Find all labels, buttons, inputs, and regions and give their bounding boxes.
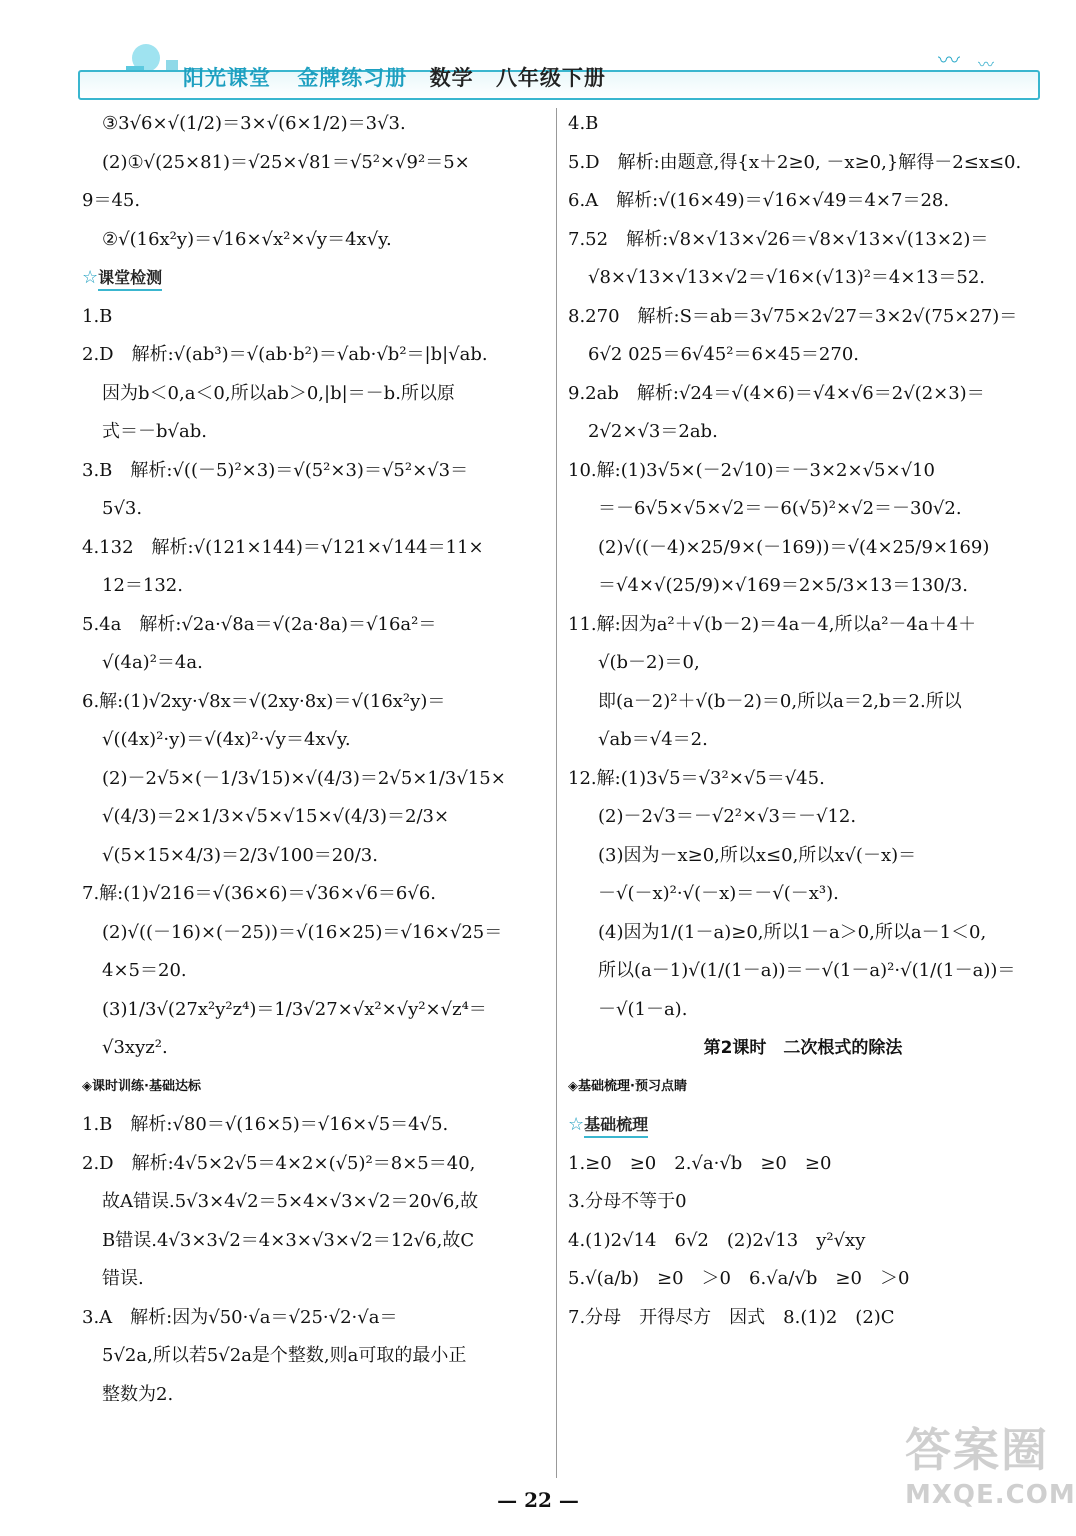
text-line: √((4x)²·y)＝√(4x)²·√y＝4x√y. — [102, 729, 351, 750]
text-line: 7.52 解析:√8×√13×√26＝√8×√13×√(13×2)＝ — [568, 228, 989, 250]
text-line: 9＝45. — [82, 190, 141, 211]
text-line: 所以(a－1)√(1/(1－a))＝－√(1－a)²·√(1/(1－a))＝ — [598, 960, 1016, 981]
text-line: 5.√(a/b) ≥0 ＞0 6.√a/√b ≥0 ＞0 — [568, 1268, 910, 1289]
header-brand: 阳光课堂 — [183, 66, 271, 90]
text-line: －√(－x)²·√(－x)＝－√(－x³). — [598, 883, 839, 904]
header-series: 金牌练习册 — [297, 66, 408, 90]
section-heading: ◈基础梳理·预习点睛 — [568, 1078, 687, 1094]
text-line: ②√(16x²y)＝√16×√x²×√y＝4x√y. — [102, 228, 392, 250]
left-column — [82, 105, 550, 1414]
text-line: 故A错误.5√3×4√2＝5×4×√3×√2＝20√6,故 — [102, 1191, 479, 1212]
header-subject: 数学 — [429, 66, 474, 90]
text-line: ③3√6×√(1/2)＝3×√(6×1/2)＝3√3. — [102, 113, 406, 134]
text-line: 6√2 025＝6√45²＝6×45＝270. — [588, 344, 860, 365]
text-line: 6.解:(1)√2xy·√8x＝√(2xy·8x)＝√(16x²y)＝ — [82, 690, 446, 712]
text-line: 1.B 解析:√80＝√(16×5)＝√16×√5＝4√5. — [82, 1114, 449, 1135]
diamond-icon: ◈ — [568, 1078, 578, 1094]
text-line: 4×5＝20. — [102, 960, 187, 981]
text-line: (2)－2√3＝－√2²×√3＝－√12. — [598, 806, 857, 827]
bird-icon: 〰 — [978, 55, 995, 74]
text-line: 因为b＜0,a＜0,所以ab＞0,|b|＝－b.所以原 — [102, 382, 455, 404]
page-number: — 22 — — [497, 1488, 579, 1512]
text-line: (3)1/3√(27x²y²z⁴)＝1/3√27×√x²×√y²×√z⁴＝ — [102, 998, 487, 1020]
text-line: √(5×15×4/3)＝2/3√100＝20/3. — [102, 844, 378, 866]
text-line: ＝√4×√(25/9)×√169＝2×5/3×13＝130/3. — [598, 575, 968, 596]
text-line: 整数为2. — [102, 1383, 174, 1405]
text-line: 10.解:(1)3√5×(－2√10)＝－3×2×√5×√10 — [568, 459, 935, 481]
text-line: 错误. — [102, 1268, 144, 1289]
text-line: 5√3. — [102, 498, 143, 519]
text-line: 4.B — [568, 113, 599, 134]
text-line: 式＝－b√ab. — [102, 421, 207, 442]
watermark — [905, 1420, 1076, 1530]
star-icon: ☆ — [82, 267, 99, 288]
section-heading: ☆基础梳理 — [568, 1106, 1038, 1145]
text-line: 5√2a,所以若5√2a是个整数,则a可取的最小正 — [102, 1345, 467, 1366]
text-line: (2)√((－4)×25/9×(－169))＝√(4×25/9×169) — [598, 536, 990, 558]
text-line: √3xyz². — [102, 1037, 168, 1058]
text-line: 3.B 解析:√((－5)²×3)＝√(5²×3)＝√5²×√3＝ — [82, 459, 469, 481]
header-title — [183, 62, 606, 92]
text-line: 9.2ab 解析:√24＝√(4×6)＝√4×√6＝2√(2×3)＝ — [568, 382, 985, 404]
text-line: √ab＝√4＝2. — [598, 729, 708, 750]
text-line: －√(1－a). — [598, 998, 688, 1020]
text-line: 1.B — [82, 305, 113, 327]
text-line: 4.(1)2√14 6√2 (2)2√13 y²√xy — [568, 1229, 866, 1251]
lesson-title: 第2课时 二次根式的除法 — [703, 1038, 903, 1058]
watermark-top: 答案圈 — [905, 1423, 1049, 1477]
text-line: 2.D 解析:4√5×2√5＝4×2×(√5)²＝8×5＝40, — [82, 1152, 476, 1174]
text-line: (2)√((－16)×(－25))＝√(16×25)＝√16×√25＝ — [102, 921, 503, 943]
section-heading: ◈课时训练·基础达标 — [82, 1078, 201, 1094]
section-heading: ☆课堂检测 — [82, 259, 550, 298]
text-line: 5.D 解析:由题意,得{x＋2≥0, －x≥0,}解得－2≤x≤0. — [568, 151, 1022, 173]
text-line: √(4a)²＝4a. — [102, 652, 203, 673]
text-line: 即(a－2)²＋√(b－2)＝0,所以a＝2,b＝2.所以 — [598, 690, 962, 712]
text-line: (3)因为－x≥0,所以x≤0,所以x√(－x)＝ — [598, 844, 917, 866]
text-line: √(b－2)＝0, — [598, 652, 700, 673]
text-line: 4.132 解析:√(121×144)＝√121×√144＝11× — [82, 536, 484, 558]
text-line: ＝－6√5×√5×√2＝－6(√5)²×√2＝－30√2. — [598, 498, 962, 519]
text-line: 1.≥0 ≥0 2.√a·√b ≥0 ≥0 — [568, 1152, 832, 1174]
text-line: 12.解:(1)3√5＝√3²×√5＝√45. — [568, 767, 825, 789]
text-line: 7.解:(1)√216＝√(36×6)＝√36×√6＝6√6. — [82, 883, 436, 904]
bird-icon: 〰 — [938, 49, 961, 74]
text-line: 2√2×√3＝2ab. — [588, 421, 718, 442]
page-header — [78, 40, 1036, 98]
text-line: 11.解:因为a²＋√(b－2)＝4a－4,所以a²－4a＋4＋ — [568, 613, 977, 635]
text-line: (2)－2√5×(－1/3√15)×√(4/3)＝2√5×1/3√15× — [102, 767, 506, 789]
text-line: (4)因为1/(1－a)≥0,所以1－a＞0,所以a－1＜0, — [598, 921, 987, 943]
text-line: 7.分母 开得尽方 因式 8.(1)2 (2)C — [568, 1306, 895, 1328]
text-line: 2.D 解析:√(ab³)＝√(ab·b²)＝√ab·√b²＝|b|√ab. — [82, 344, 488, 365]
watermark-bottom: MXQE.COM — [905, 1480, 1076, 1510]
header-grade: 八年级下册 — [495, 66, 606, 90]
text-line: 8.270 解析:S＝ab＝3√75×2√27＝3×2√(75×27)＝ — [568, 305, 1018, 327]
text-line: (2)①√(25×81)＝√25×√81＝√5²×√9²＝5× — [102, 151, 470, 173]
text-line: 12＝132. — [102, 575, 183, 596]
text-line: 5.4a 解析:√2a·√8a＝√(2a·8a)＝√16a²＝ — [82, 613, 437, 635]
text-line: B错误.4√3×3√2＝4×3×√3×√2＝12√6,故C — [102, 1229, 475, 1251]
column-divider — [556, 108, 557, 1478]
text-line: 3.A 解析:因为√50·√a＝√25·√2·√a＝ — [82, 1306, 398, 1328]
text-line: 6.A 解析:√(16×49)＝√16×√49＝4×7＝28. — [568, 190, 950, 211]
text-line: √(4/3)＝2×1/3×√5×√15×√(4/3)＝2/3× — [102, 806, 450, 827]
diamond-icon: ◈ — [82, 1078, 92, 1094]
text-line: √8×√13×√13×√2＝√16×(√13)²＝4×13＝52. — [588, 267, 985, 288]
star-icon: ☆ — [568, 1114, 585, 1135]
text-line: 3.分母不等于0 — [568, 1191, 687, 1212]
right-column — [568, 105, 1038, 1337]
